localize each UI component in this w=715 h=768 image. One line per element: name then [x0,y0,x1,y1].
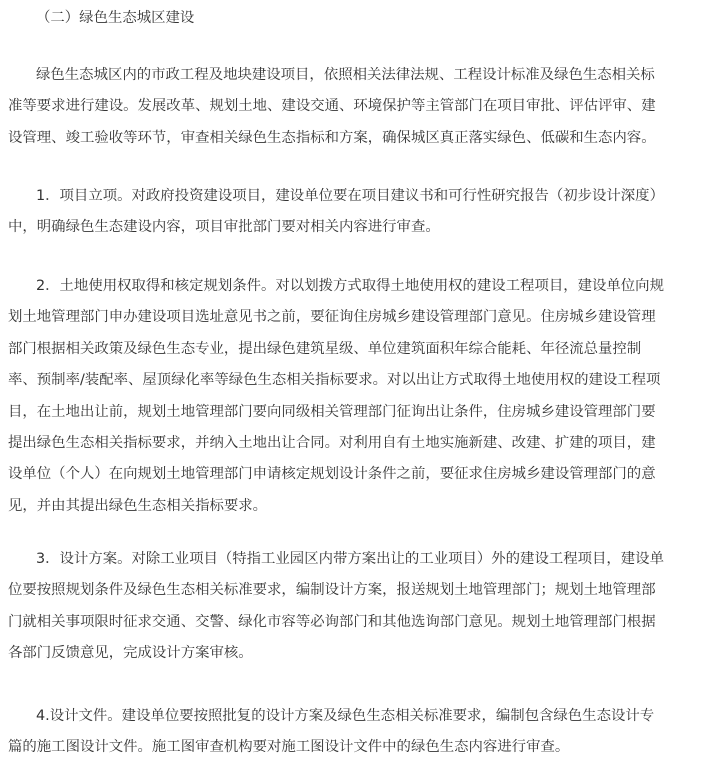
paragraph-line: 目，在土地出让前，规划土地管理部门要向同级相关管理部门征询出让条件，住房城乡建设管理部门要 [8,403,656,420]
paragraph-line: 绿色生态城区内的市政工程及地块建设项目，依照相关法律法规、工程设计标准及绿色生态相关标 [36,67,655,83]
paragraph-line: 部门根据相关政策及绿色生态专业，提出绿色建筑星级、单位建筑面积年综合能耗、年径流总量控制 [8,340,642,357]
paragraph-line: 见，并由其提出绿色生态相关指标要求。 [8,497,268,514]
paragraph-line: 提出绿色生态相关指标要求，并纳入土地出让合同。对利用自有土地实施新建、改建、扩建的项目，建 [8,434,656,451]
paragraph-line: 4.设计文件。建设单位要按照批复的设计方案及绿色生态相关标准要求，编制包含绿色生态设计专 [36,708,655,724]
paragraph-intro [8,60,711,154]
paragraph-item-4 [8,701,711,764]
paragraph-line: 设管理、竣工验收等环节，审查相关绿色生态指标和方案，确保城区真正落实绿色、低碳和生态内容。 [8,129,656,146]
paragraph-line: 率、预制率/装配率、屋顶绿化率等绿色生态相关指标要求。对以出让方式取得土地使用权的建设工程项 [8,372,661,389]
paragraph-item-1 [8,181,711,244]
paragraph-line: 各部门反馈意见，完成设计方案审核。 [8,645,253,662]
paragraph-line: 1．项目立项。对政府投资建设项目，建设单位要在项目建议书和可行性研究报告（初步设计深度） [36,188,664,204]
paragraph-line: 准等要求进行建设。发展改革、规划土地、建设交通、环境保护等主管部门在项目审批、评估评审、建 [8,98,656,115]
paragraph-item-2 [8,271,711,522]
section-heading: （二）绿色生态城区建设 [36,10,195,26]
paragraph-line: 设单位（个人）在向规划土地管理部门申请核定规划设计条件之前，要征求住房城乡建设管理部门的意 [8,466,656,483]
paragraph-line: 篇的施工图设计文件。施工图审查机构要对施工图设计文件中的绿色生态内容进行审查。 [8,739,570,756]
paragraph-line: 中，明确绿色生态建设内容，项目审批部门要对相关内容进行审查。 [8,219,440,236]
paragraph-line: 划土地管理部门申办建设项目选址意见书之前，要征询住房城乡建设管理部门意见。住房城乡建设管理 [8,309,656,326]
paragraph-item-3 [8,544,711,670]
paragraph-line: 3．设计方案。对除工业项目（特指工业园区内带方案出让的工业项目）外的建设工程项目，建设单 [36,551,664,567]
paragraph-line: 门就相关事项限时征求交通、交警、绿化市容等必询部门和其他选询部门意见。规划土地管理部门根据 [8,613,656,630]
paragraph-line: 2．土地使用权取得和核定规划条件。对以划拨方式取得土地使用权的建设工程项目，建设单位向规 [36,278,664,294]
paragraph-line: 位要按照规划条件及绿色生态相关标准要求，编制设计方案，报送规划土地管理部门；规划土地管理部 [8,582,656,599]
